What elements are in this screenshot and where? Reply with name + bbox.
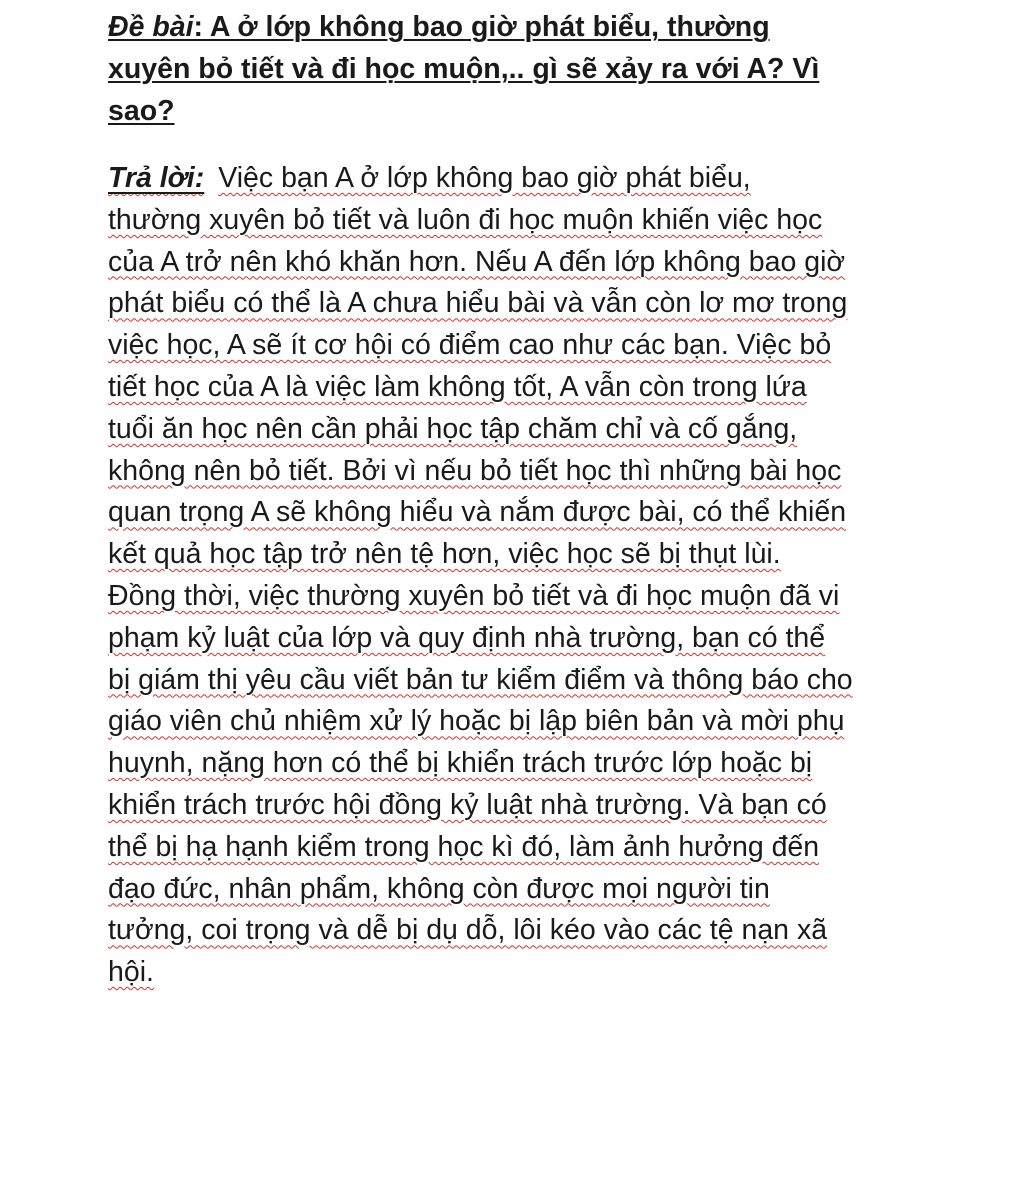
answer-line: kết quả học tập trở nên tệ hơn, việc học sẽ bị thụt lùi. [108,538,781,571]
answer-line: phạm kỷ luật của lớp và quy định nhà trường, bạn có thể [108,621,826,654]
answer-line: đạo đức, nhân phẩm, không còn được mọi người tin [108,872,770,905]
answer-block [108,158,938,994]
answer-line: phát biểu có thể là A chưa hiểu bài và vẫn còn lơ mơ trong [108,287,848,320]
question-label: Đề bài [108,11,194,43]
answer-line: việc học, A sẽ ít cơ hội có điểm cao như các bạn. Việc bỏ [108,329,832,362]
answer-line: tiết học của A là việc làm không tốt, A vẫn còn trong lứa [108,370,807,403]
answer-line: không nên bỏ tiết. Bởi vì nếu bỏ tiết học thì những bài học [108,454,842,487]
answer-line: quan trọng A sẽ không hiểu và nắm được bài, có thể khiến [108,496,847,529]
answer-line: bị giám thị yêu cầu viết bản tư kiểm điểm và thông báo cho [108,663,853,696]
question-line [108,6,908,48]
question-block [108,6,908,132]
answer-line: của A trở nên khó khăn hơn. Nếu A đến lớp không bao giờ [108,245,846,278]
answer-text: Việc bạn A ở lớp không bao giờ phát biểu, [218,162,751,194]
answer-line: thể bị hạ hạnh kiểm trong học kì đó, làm ảnh hưởng đến [108,830,820,863]
answer-label: Trả lời: [108,162,205,194]
answer-line: Đồng thời, việc thường xuyên bỏ tiết và đi học muộn đã vi [108,579,840,612]
question-line: sao? [108,95,175,127]
answer-line [108,158,938,200]
question-text: : A ở lớp không bao giờ phát biểu, thường [193,11,770,43]
answer-line: thường xuyên bỏ tiết và luôn đi học muộn khiến việc học [108,203,823,236]
answer-line: tuổi ăn học nên cần phải học tập chăm chỉ và cố gắng, [108,412,798,445]
answer-line: huynh, nặng hơn có thể bị khiển trách trước lớp hoặc bị [108,747,813,780]
question-line: xuyên bỏ tiết và đi học muộn,.. gì sẽ xảy ra với A? Vì [108,53,820,85]
answer-line: tưởng, coi trọng và dễ bị dụ dỗ, lôi kéo vào các tệ nạn xã [108,914,828,947]
answer-line: giáo viên chủ nhiệm xử lý hoặc bị lập biên bản và mời phụ [108,705,845,738]
answer-line: khiển trách trước hội đồng kỷ luật nhà trường. Và bạn có [108,788,827,821]
answer-line: hội. [108,956,154,989]
